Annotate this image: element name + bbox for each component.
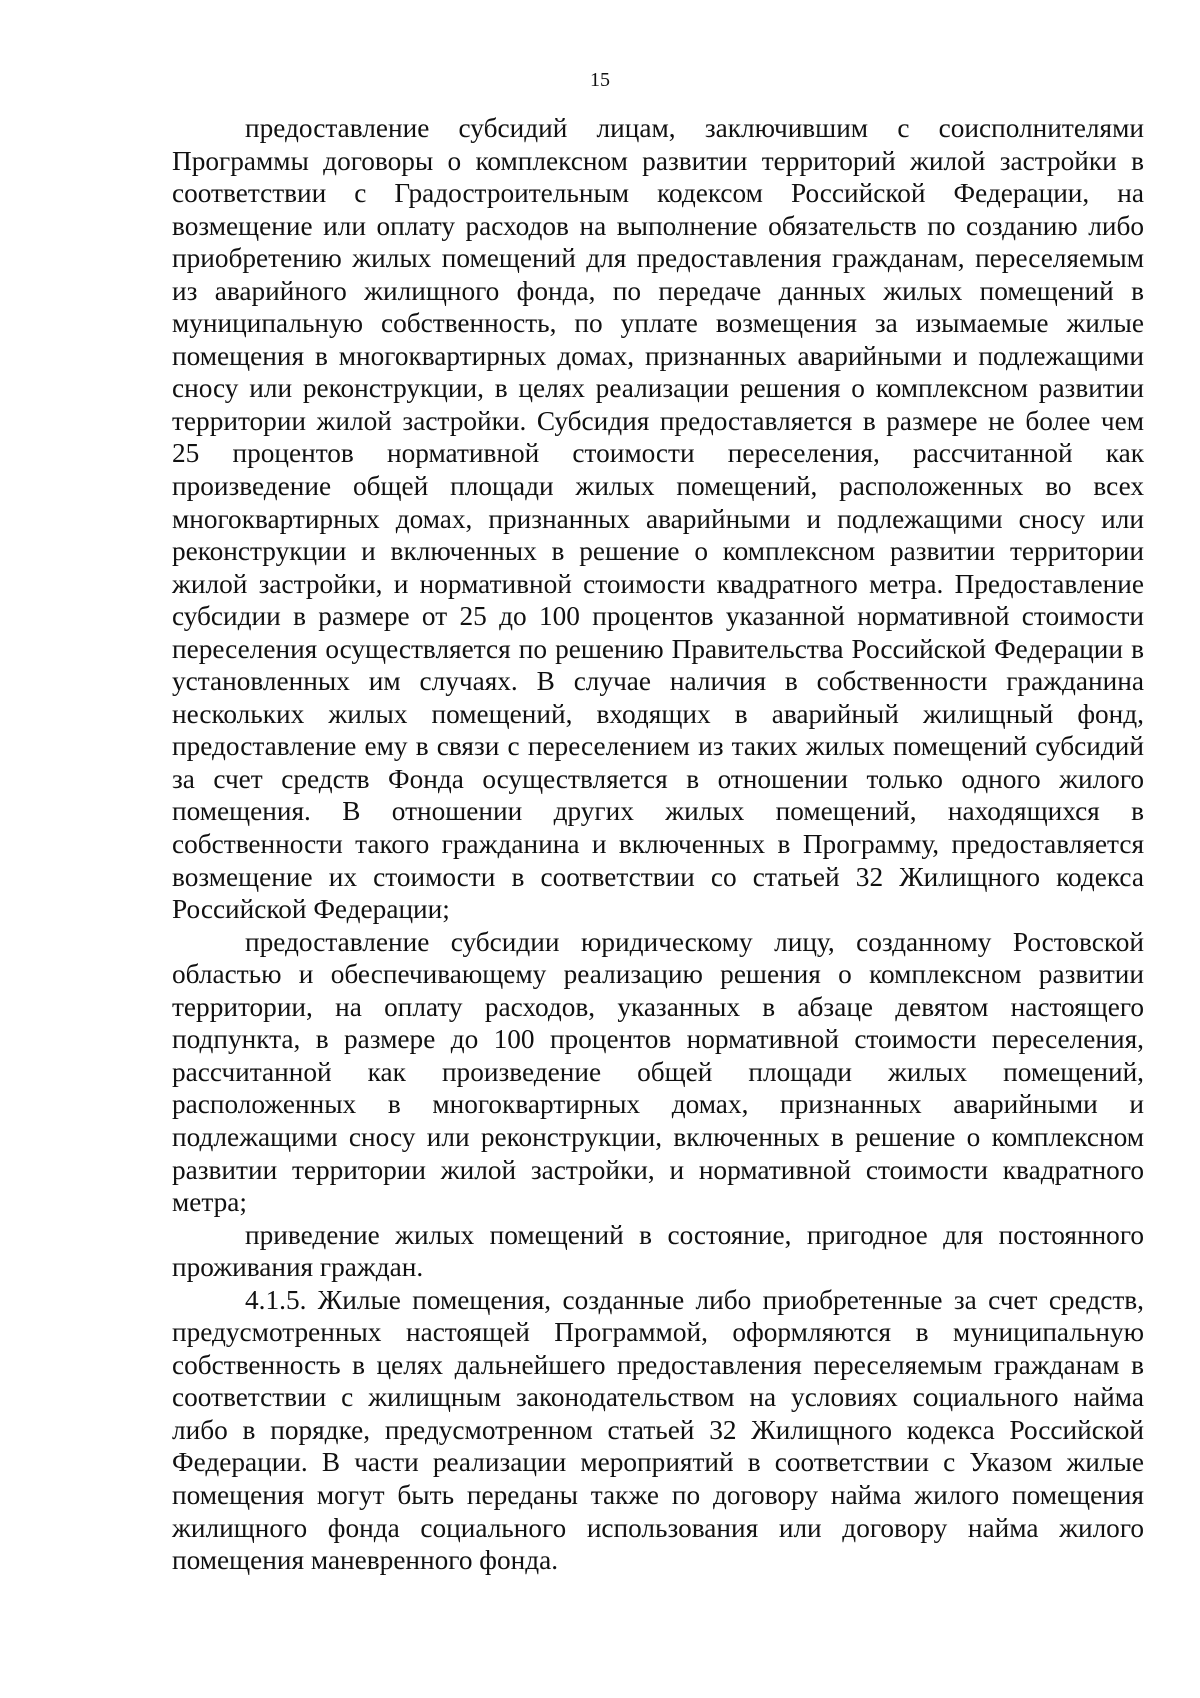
paragraph-subsidy-legal-entity: предоставление субсидии юридическому лицу, созданному Ростовской областью и обеспечивающему реализацию решения о комплексном развитии территории, на оплату расходов, указанных в абзаце девятом настоящего подпункта, в размере до 100 процентов нормативной стоимости переселения, рассчитанной как произведение общей площади жилых помещений, расположенных в многоквартирных домах, признанных аварийными и подлежащими сносу или реконструкции, включенных в решение о комплексном развитии территории жилой застройки, и нормативной стоимости квадратного метра; (172, 926, 1144, 1218)
paragraph-section-4-1-5: 4.1.5. Жилые помещения, созданные либо приобретенные за счет средств, предусмотренных настоящей Программой, оформляются в муниципальную собственность в целях дальнейшего предоставления переселяемым гражданам в соответствии с жилищным законодательством на условиях социального найма либо в порядке, предусмотренном статьей 32 Жилищного кодекса Российской Федерации. В части реализации мероприятий в соответствии с Указом жилые помещения могут быть переданы также по договору найма жилого помещения жилищного фонда социального использования или договору найма жилого помещения маневренного фонда. (172, 1284, 1144, 1576)
paragraph-housing-condition: приведение жилых помещений в состояние, пригодное для постоянного проживания граждан. (172, 1219, 1144, 1283)
page-number: 15 (590, 69, 610, 91)
paragraph-subsidy-complex-development: предоставление субсидий лицам, заключившим с соисполнителями Программы договоры о комплексном развитии территорий жилой застройки в соответствии с Градостроительным кодексом Российской Федерации, на возмещение или оплату расходов на выполнение обязательств по созданию либо приобретению жилых помещений для предоставления гражданам, переселяемым из аварийного жилищного фонда, по передаче данных жилых помещений в муниципальную собственность, по уплате возмещения за изымаемые жилые помещения в многоквартирных домах, признанных аварийными и подлежащими сносу или реконструкции, в целях реализации решения о комплексном развитии территории жилой застройки. Субсидия предоставляется в размере не более чем 25 процентов нормативной стоимости переселения, рассчитанной как произведение общей площади жилых помещений, расположенных во всех многоквартирных домах, признанных аварийными и подлежащими сносу или реконструкции и включенных в решение о комплексном развитии территории жилой застройки, и нормативной стоимости квадратного метра. Предоставление субсидии в размере от 25 до 100 процентов указанной нормативной стоимости переселения осуществляется по решению Правительства Российской Федерации в установленных им случаях. В случае наличия в собственности гражданина нескольких жилых помещений, входящих в аварийный жилищный фонд, предоставление ему в связи с переселением из таких жилых помещений субсидий за счет средств Фонда осуществляется в отношении только одного жилого помещения. В отношении других жилых помещений, находящихся в собственности такого гражданина и включенных в Программу, предоставляется возмещение их стоимости в соответствии со статьей 32 Жилищного кодекса Российской Федерации; (172, 113, 1144, 925)
document-body (172, 112, 1144, 1577)
